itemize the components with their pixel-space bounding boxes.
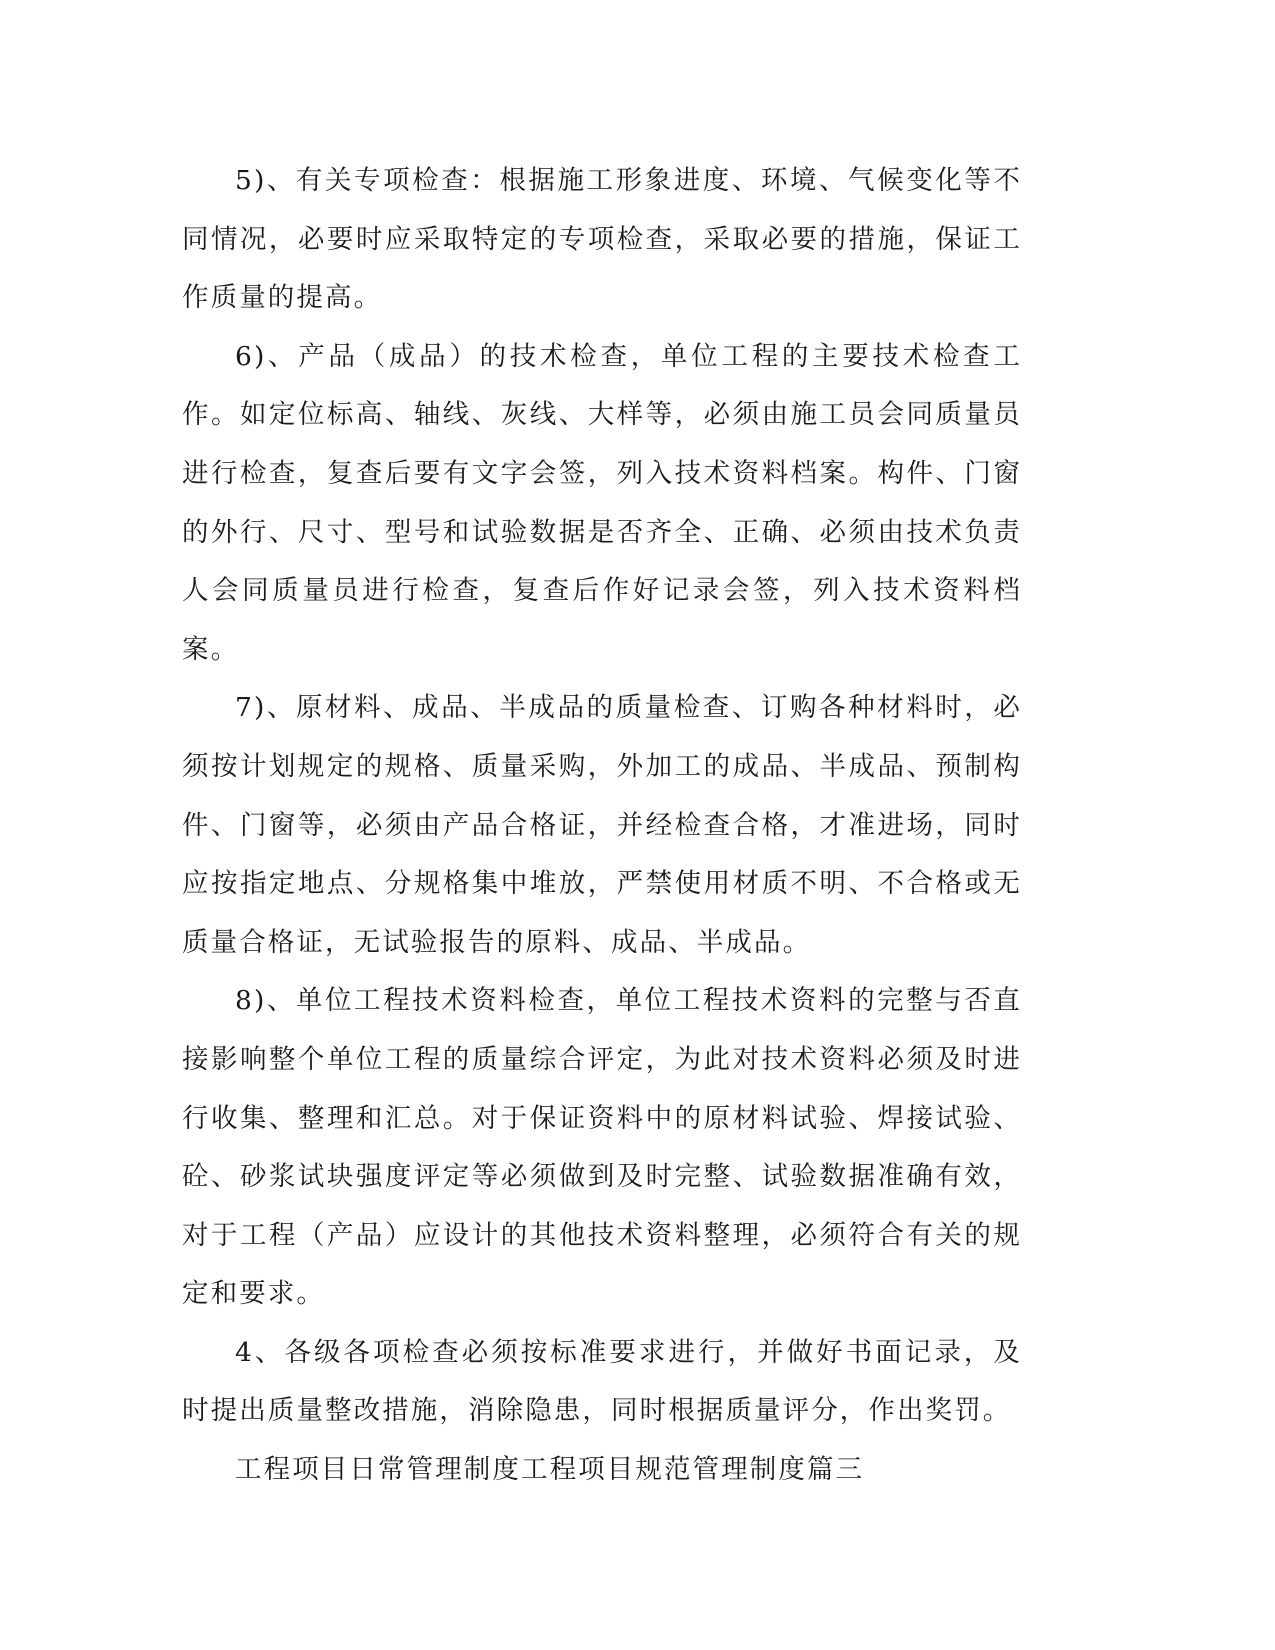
paragraph-product-inspection: 6)、产品（成品）的技术检查，单位工程的主要技术检查工作。如定位标高、轴线、灰线、大样等，必须由施工员会同质量员进行检查，复查后要有文字会签，列入技术资料档案。构件、门窗的外行、尺寸、型号和试验数据是否齐全、正确、必须由技术负责人会同质量员进行检查，复查后作好记录会签，列入技术资料档案。 [182, 340, 1022, 665]
paragraph-technical-documents: 8)、单位工程技术资料检查，单位工程技术资料的完整与否直接影响整个单位工程的质量综合评定，为此对技术资料必须及时进行收集、整理和汇总。对于保证资料中的原材料试验、焊接试验、砼、砂浆试块强度评定等必须做到及时完整、试验数据准确有效，对于工程（产品）应设计的其他技术资料整理，必须符合有关的规定和要求。 [182, 985, 1022, 1310]
document-body [182, 152, 1022, 1500]
paragraph-inspection-records: 4、各级各项检查必须按标准要求进行，并做好书面记录，及时提出质量整改措施，消除隐患，同时根据质量评分，作出奖罚。 [182, 1336, 1022, 1427]
paragraph-special-inspection: 5)、有关专项检查：根据施工形象进度、环境、气候变化等不同情况，必要时应采取特定的专项检查，采取必要的措施，保证工作质量的提高。 [182, 165, 1022, 314]
section-heading: 工程项目日常管理制度工程项目规范管理制度篇三 [235, 1454, 865, 1486]
paragraph-material-inspection: 7)、原材料、成品、半成品的质量检查、订购各种材料时，必须按计划规定的规格、质量采购，外加工的成品、半成品、预制构件、门窗等，必须由产品合格证，并经检查合格，才准进场，同时应按指定地点、分规格集中堆放，严禁使用材质不明、不合格或无质量合格证，无试验报告的原料、成品、半成品。 [182, 692, 1022, 958]
